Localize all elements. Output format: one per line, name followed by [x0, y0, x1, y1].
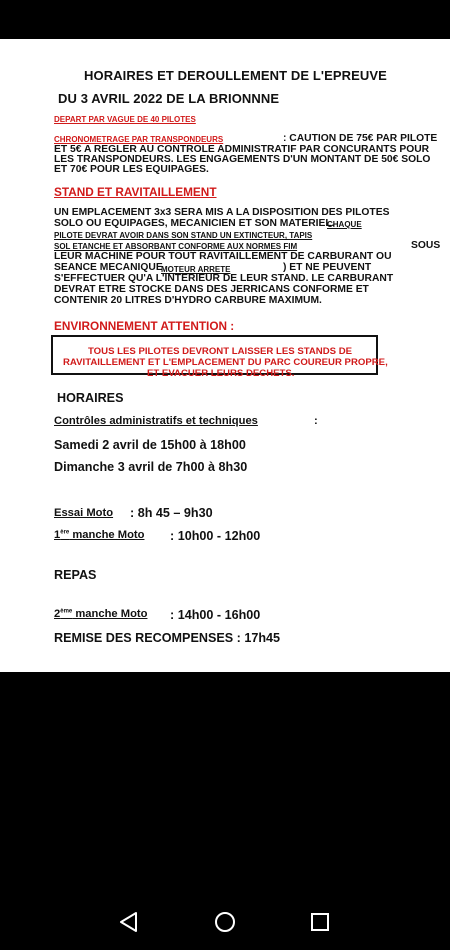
essai-label: Essai Moto	[54, 507, 114, 519]
stand-line7: S'EFFECTUER QU'A L'INTERIEUR DE LEUR STAND. LE CARBURANT	[54, 273, 394, 284]
stand-line6c: ) ET NE PEUVENT	[283, 262, 372, 273]
manche1-label: 1ère manche Moto	[54, 529, 145, 541]
stand-title: STAND ET RAVITAILLEMENT	[54, 185, 217, 199]
essai-time: : 8h 45 – 9h30	[130, 506, 213, 520]
stand-line6a: SEANCE MECANIQUE	[54, 262, 163, 273]
recents-button[interactable]	[307, 909, 333, 935]
stand-line8: DEVRAT ETRE STOCKE DANS DES JERRICANS CONFORME ET	[54, 284, 369, 295]
stand-line2: SOLO OU EQUIPAGES, MECANICIEN ET SON MATERIEL.	[54, 218, 335, 229]
horaires-heading: HORAIRES	[57, 391, 124, 405]
stand-line5: LEUR MACHINE POUR TOUT RAVITAILLEMENT DE CARBURANT OU	[54, 251, 392, 262]
chrono-label: CHRONOMETRAGE PAR TRANSPONDEURS	[54, 135, 224, 144]
depart-note: DEPART PAR VAGUE DE 40 PILOTES	[54, 115, 196, 124]
stand-line1: UN EMPLACEMENT 3x3 SERA MIS A LA DISPOSITION DES PILOTES	[54, 207, 390, 218]
back-triangle-icon	[116, 909, 142, 935]
manche2-label: 2ème manche Moto	[54, 608, 148, 620]
stand-line4b: SOUS	[411, 240, 441, 251]
dimanche-hours: Dimanche 3 avril de 7h00 à 8h30	[54, 460, 248, 474]
repas-label: REPAS	[54, 568, 97, 582]
doc-title-line2: DU 3 AVRIL 2022 DE LA BRIONNNE	[58, 91, 280, 106]
controles-label: Contrôles administratifs et techniques	[54, 415, 258, 427]
manche1-time: : 10h00 - 12h00	[170, 529, 261, 543]
stand-line4: SOL ETANCHE ET ABSORBANT CONFORME AUX NORMES FIM	[54, 242, 298, 251]
environment-line1: TOUS LES PILOTES DEVRONT LAISSER LES STANDS DE	[88, 346, 353, 357]
chrono-line3: LES TRANSPONDEURS. LES ENGAGEMENTS D'UN MONTANT DE 50€ SOLO	[54, 154, 431, 165]
stand-line6b: MOTEUR ARRETE	[161, 265, 231, 274]
stand-line2b: CHAQUE	[327, 220, 362, 229]
remise-recompenses: REMISE DES RECOMPENSES : 17h45	[54, 631, 281, 645]
chrono-line2: ET 5€ A REGLER AU CONTROLE ADMINISTRATIF PAR CONCURANTS POUR	[54, 144, 430, 155]
environment-line3: ET EVACUER LEURS DECHETS.	[147, 368, 295, 379]
home-circle-icon	[212, 909, 238, 935]
manche2-time: : 14h00 - 16h00	[170, 608, 261, 622]
back-button[interactable]	[116, 909, 142, 935]
environment-title: ENVIRONNEMENT ATTENTION :	[54, 319, 235, 333]
chrono-line4: ET 70€ POUR LES EQUIPAGES.	[54, 164, 209, 175]
recents-square-icon	[307, 909, 333, 935]
controles-colon: :	[314, 415, 318, 427]
samedi-hours: Samedi 2 avril de 15h00 à 18h00	[54, 438, 246, 452]
chrono-line1: : CAUTION DE 75€ PAR PILOTE	[283, 133, 438, 144]
android-nav-bar	[0, 885, 450, 950]
doc-title-line1: HORAIRES ET DEROULLEMENT DE L'EPREUVE	[84, 68, 387, 83]
stand-line3: PILOTE DEVRAT AVOIR DANS SON STAND UN EXTINCTEUR, TAPIS	[54, 231, 313, 240]
stand-line9: CONTENIR 20 LITRES D'HYDRO CARBURE MAXIMUM.	[54, 295, 322, 306]
document-page	[0, 39, 450, 672]
environment-line2: RAVITAILLEMENT ET L'EMPLACEMENT DU PARC COUREUR PROPRE,	[63, 357, 388, 368]
home-button[interactable]	[212, 909, 238, 935]
